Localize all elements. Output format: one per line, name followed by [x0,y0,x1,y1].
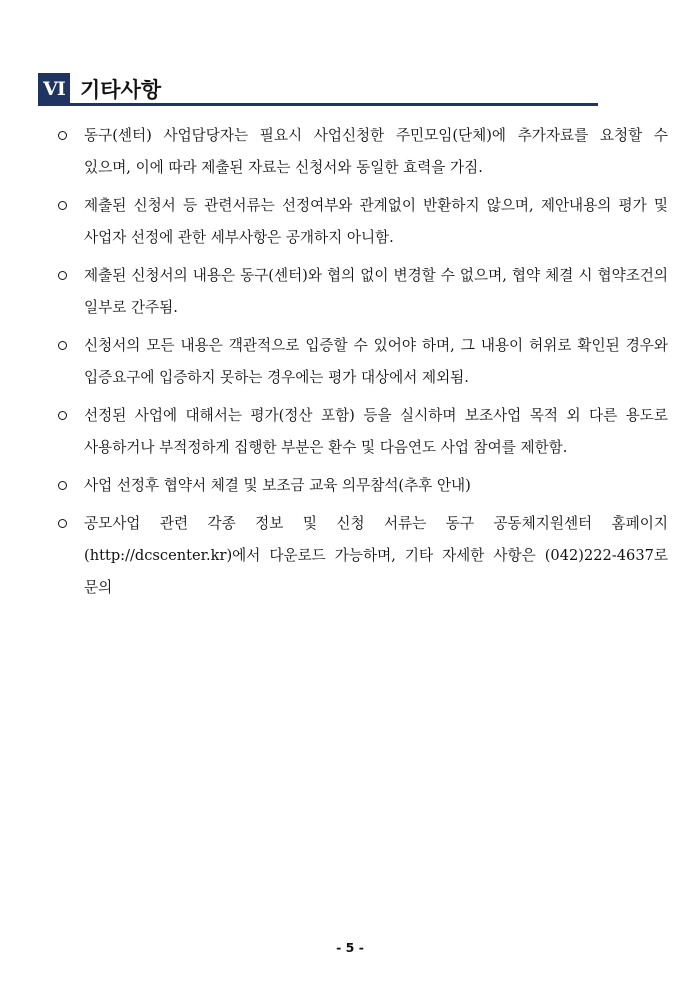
list-item-text: 선정된 사업에 대해서는 평가(정산 포함) 등을 실시하며 보조사업 목적 외 다른 용도로 사용하거나 부적정하게 집행한 부분은 환수 및 다음연도 사업 참여를 제한함. [84,407,668,456]
list-item-text: 동구(센터) 사업담당자는 필요시 사업신청한 주민모임(단체)에 추가자료를 요청할 수 있으며, 이에 따라 제출된 자료는 신청서와 동일한 효력을 가짐. [84,127,668,176]
list-item [58,470,668,502]
list-item-text: 제출된 신청서의 내용은 동구(센터)와 협의 없이 변경할 수 없으며, 협약 체결 시 협약조건의 일부로 간주됨. [84,267,668,316]
list-item-text: 제출된 신청서 등 관련서류는 선정여부와 관계없이 반환하지 않으며, 제안내용의 평가 및 사업자 선정에 관한 세부사항은 공개하지 아니함. [84,197,668,246]
circle-bullet-icon [58,131,67,140]
circle-bullet-icon [58,271,67,280]
list-item [58,190,668,254]
section-number-badge: VI [38,73,70,105]
list-item [58,120,668,184]
list-item [58,400,668,464]
circle-bullet-icon [58,341,67,350]
list-item-text: 공모사업 관련 각종 정보 및 신청 서류는 동구 공동체지원센터 홈페이지(http://dcscenter.kr)에서 다운로드 가능하며, 기타 자세한 사항은 (042)222-4637로 문의 [84,515,668,596]
section-title: 기타사항 [80,78,162,102]
circle-bullet-icon [58,519,67,528]
notice-list [58,120,668,610]
list-item-text: 사업 선정후 협약서 체결 및 보조금 교육 의무참석(추후 안내) [84,477,471,494]
section-divider [38,103,598,106]
page-number: - 5 - [336,940,364,955]
circle-bullet-icon [58,201,67,210]
list-item [58,260,668,324]
list-item-text: 신청서의 모든 내용은 객관적으로 입증할 수 있어야 하며, 그 내용이 허위로 확인된 경우와 입증요구에 입증하지 못하는 경우에는 평가 대상에서 제외됨. [84,337,668,386]
list-item [58,508,668,604]
circle-bullet-icon [58,411,67,420]
circle-bullet-icon [58,481,67,490]
section-header [38,72,598,106]
list-item [58,330,668,394]
